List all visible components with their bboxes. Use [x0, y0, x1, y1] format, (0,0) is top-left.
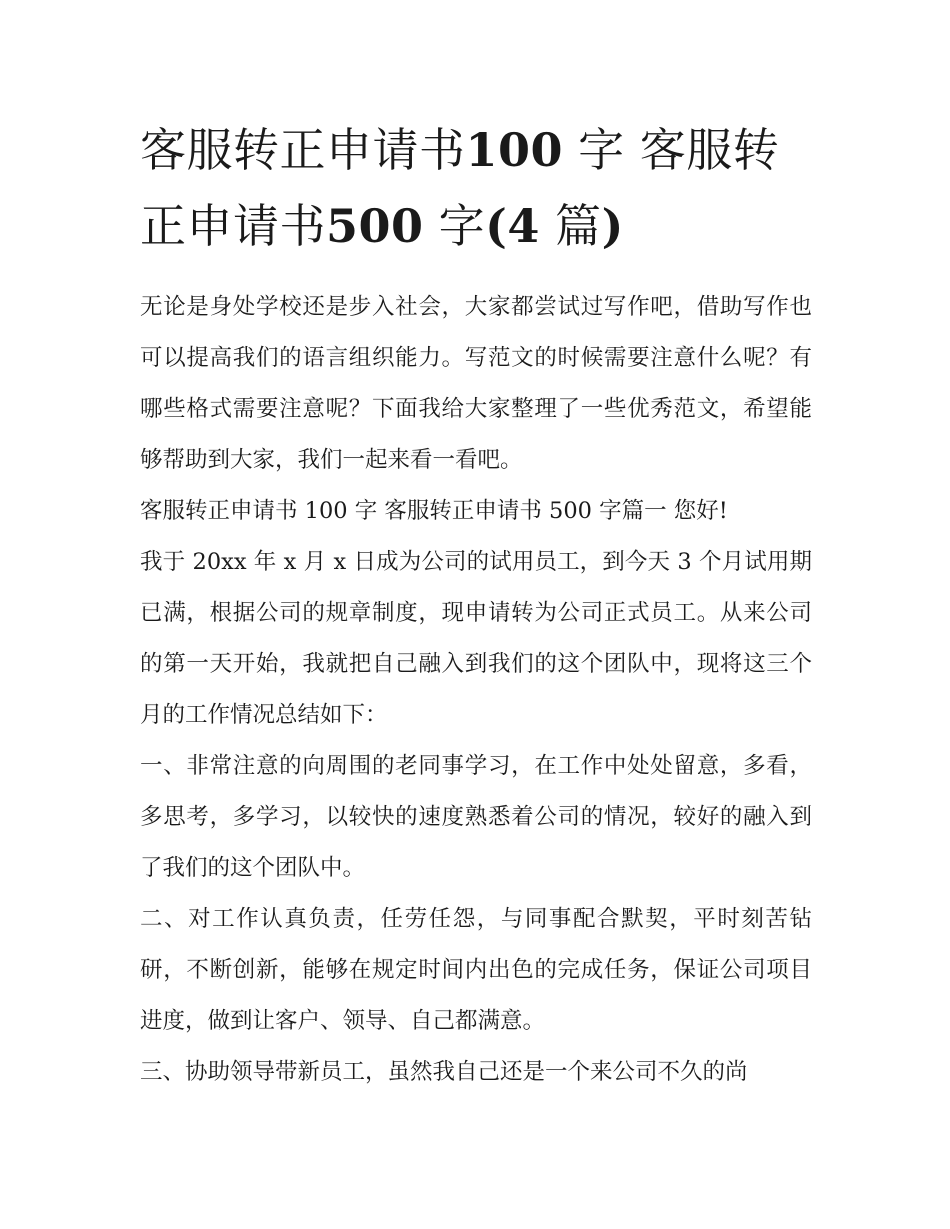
title-text-3: 正申请书: [140, 199, 326, 253]
title-text-1: 客服转正申请书: [140, 123, 466, 177]
document-title: [140, 112, 812, 264]
paragraph-point-3: 三、协助领导带新员工，虽然我自己还是一个来公司不久的尚: [140, 1059, 748, 1085]
title-count: (4: [485, 199, 540, 253]
title-number-500: 500: [326, 199, 424, 253]
title-paren-close: ): [601, 199, 624, 253]
title-text-2: 字 客服转: [563, 123, 780, 177]
paragraph-intro: 无论是身处学校还是步入社会，大家都尝试过写作吧，借助写作也可以提高我们的语言组织能力。写范文的时候需要注意什么呢？有哪些格式需要注意呢？下面我给大家整理了一些优秀范文，希望能够帮助到大家，我们一起来看一看吧。: [140, 294, 812, 473]
title-number-100: 100: [465, 123, 564, 177]
paragraph-body-1: 我于 20xx 年 x 月 x 日成为公司的试用员工，到今天 3 个月试用期已满，根据公司的规章制度，现申请转为公司正式员工。从来公司的第一天开始，我就把自己融入到我们的这个团队中，现将这三个月的工作情况总结如下：: [140, 549, 812, 728]
title-text-5: 篇: [539, 199, 602, 253]
paragraph-heading: 客服转正申请书 100 字 客服转正申请书 500 字篇一 您好!: [140, 498, 728, 524]
paragraph-point-2: 二、对工作认真负责，任劳任怨，与同事配合默契，平时刻苦钻研，不断创新，能够在规定时间内出色的完成任务，保证公司项目进度，做到让客户、领导、自己都满意。: [140, 906, 812, 1034]
paragraph-point-1: 一、非常注意的向周围的老同事学习，在工作中处处留意，多看，多思考，多学习，以较快的速度熟悉着公司的情况，较好的融入到了我们的这个团队中。: [140, 753, 812, 881]
title-text-4: 字: [423, 199, 486, 253]
document-body: [140, 282, 812, 1098]
document-page: [140, 112, 812, 1098]
